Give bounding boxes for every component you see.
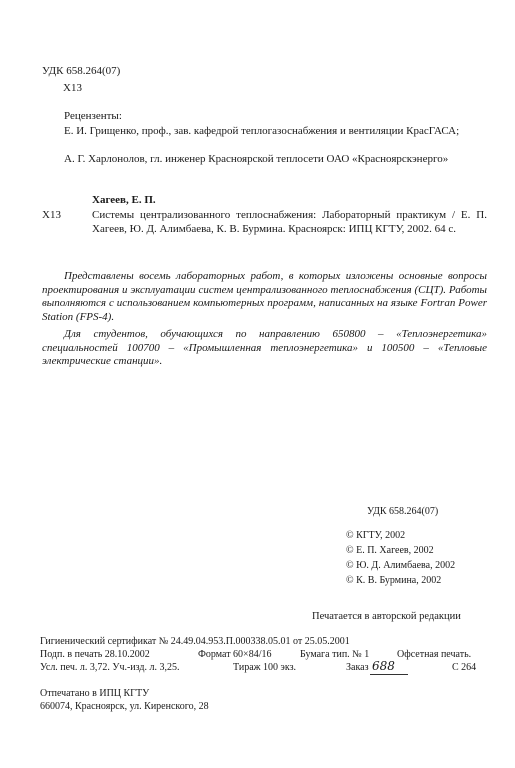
abstract-paragraph-2: Для студентов, обучающихся по направлению 650800 – «Теплоэнергетика» специальностей 100700 – «Промышленная теплоэнергетика» и 100500 – «Тепловые электрические станции». (42, 328, 487, 367)
signed-to-print: Подп. в печать 28.10.2002 (40, 649, 150, 660)
reviewers-title: Рецензенты: (64, 110, 122, 122)
udk-code-repeat: УДК 658.264(07) (367, 506, 439, 517)
abstract-paragraph-1: Представлены восемь лабораторных работ, в которых изложены основные вопросы проектирования и эксплуатации систем централизованного теплоснабжения (СЦТ). Работы выполняются с использованием компьютерных программ, написанных на языке Fortran Power Station (FPS-4). (42, 270, 487, 323)
bbk-code: Х13 (63, 82, 82, 94)
copyright-author-1: © Е. П. Хагеев, 2002 (346, 545, 434, 556)
print-sheets: Усл. печ. л. 3,72. Уч.-изд. л. 3,25. (40, 662, 180, 673)
printer-name: Отпечатано в ИПЦ КГТУ (40, 688, 150, 699)
hygiene-certificate: Гигиенический сертификат № 24.49.04.953.П.000338.05.01 от 25.05.2001 (40, 636, 350, 647)
format: Формат 60×84/16 (198, 649, 272, 660)
copyright-author-3: © К. В. Бурмина, 2002 (346, 575, 442, 586)
reviewer-2: А. Г. Харлонолов, гл. инженер Красноярской теплосети ОАО «Красноярскэнерго» (64, 153, 449, 165)
bibliographic-description: Системы централизованного теплоснабжения: Лабораторный практикум / Е. П. Хагеев, Ю. Д. Алимбаева, К. В. Бурмина. Красноярск: ИПЦ КГТУ, 2002. 64 с. (92, 209, 487, 235)
print-run: Тираж 100 экз. (233, 662, 297, 673)
copyright-author-2: © Ю. Д. Алимбаева, 2002 (346, 560, 456, 571)
udk-code: УДК 658.264(07) (42, 65, 121, 77)
reviewer-1: Е. И. Грищенко, проф., зав. кафедрой теплогазоснабжения и вентиляции КрасГАСА; (64, 125, 460, 137)
paper-type: Бумага тип. № 1 (300, 649, 370, 660)
copyright-kgtu: © КГТУ, 2002 (346, 530, 406, 541)
printer-address: 660074, Красноярск, ул. Киренского, 28 (40, 701, 209, 712)
edition-note: Печатается в авторской редакции (312, 611, 461, 622)
author-heading: Хагеев, Е. П. (92, 194, 156, 206)
order-number-handwritten: 688 (372, 659, 395, 673)
print-type: Офсетная печать. (397, 649, 472, 660)
order-label: Заказ (346, 662, 369, 673)
order-underline (370, 674, 408, 675)
order-code: С 264 (452, 662, 477, 673)
bbk-code-record: Х13 (42, 209, 61, 221)
